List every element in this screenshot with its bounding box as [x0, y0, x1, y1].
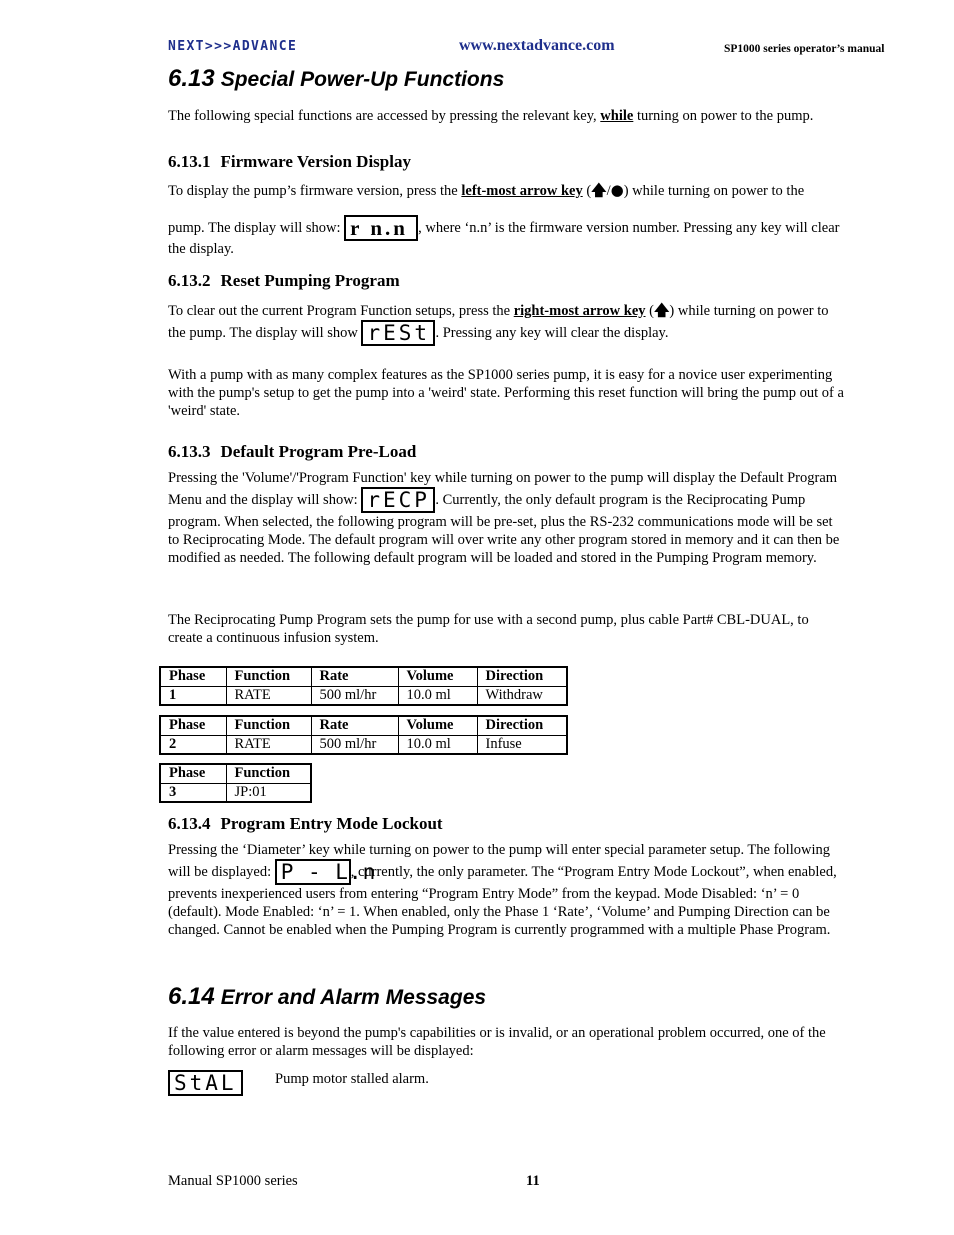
reset-display-lcd: rESt [361, 320, 435, 346]
reset-paragraph: To clear out the current Program Function setups, press the right-most arrow key (🡅) while turning on power to the pump. The display will show rESt . Pressing any key will clear the display. [168, 301, 829, 345]
subsection-heading-6-13-4: 6.13.4 Program Entry Mode Lockout [168, 814, 443, 833]
section-title: Error and Alarm Messages [220, 986, 487, 1009]
page-number: 11 [526, 1173, 540, 1189]
phase-table-1: Phase Function Rate Volume Direction 1 RATE 500 ml/hr 10.0 ml Withdraw [159, 666, 568, 706]
section-heading-6-13 [168, 65, 505, 92]
intro-paragraph: The following special functions are accessed by pressing the relevant key, while turning on power to the pump. [168, 108, 814, 124]
firmware-paragraph: To display the pump’s firmware version, press the left-most arrow key (🡅/●) while turning on power to the pump. The display will show: r n.n , where ‘n.n’ is the firmware version number. Pressing any key will clear the display. [168, 181, 840, 257]
dot-icon: ● [610, 181, 624, 199]
lockout-paragraph: Pressing the ‘Diameter’ key while turning on power to the pump will enter special parameter setup. The following will be displayed: P - L.n, currently, the only parameter. The “Program Entry Mode Lockout”, when enabled, prevents inexperienced users from entering “Program Entry Mode” from the keypad. Mode Disabled: ‘n’ = 0 (default). Mode Enabled: ‘n’ = 1. When enabled, only the Phase 1 ‘Rate’, ‘Volume’ and Pumping Direction can be changed. Cannot be enabled when the Pumping Program is currently programmed with a multiple Phase Program. [168, 842, 837, 938]
subsection-heading-6-13-3: 6.13.3 Default Program Pre-Load [168, 442, 417, 461]
reset-note-paragraph: With a pump with as many complex features as the SP1000 series pump, it is easy for a novice user experimenting with the pump's setup to get the pump into a 'weird' state. Performing this reset function will bring the pump out of a 'weird' state. [168, 367, 844, 419]
preload-display-lcd: rECP [361, 487, 435, 513]
up-arrow-icon: 🡅 [654, 301, 670, 319]
reciprocating-paragraph: The Reciprocating Pump Program sets the pump for use with a second pump, plus cable Part# CBL-DUAL, to create a continuous infusion system. [168, 612, 809, 646]
preload-paragraph: Pressing the 'Volume'/'Program Function' key while turning on power to the pump will display the Default Program Menu and the display will show: rECP . Currently, the only default program is the Reciprocating Pump program. When selected, the following program will be pre-set, plus the RS-232 communications mode will be set to Reciprocating Mode. The default program will over write any other program stored in memory and it can then be modified as needed. The following default program will be loaded and stored in the Pumping Program memory. [168, 470, 840, 566]
table-row: 1 RATE 500 ml/hr 10.0 ml Withdraw [160, 686, 567, 705]
table-row: 3 JP:01 [160, 783, 311, 802]
alarm-lcd: StAL [168, 1070, 243, 1096]
alarm-description: Pump motor stalled alarm. [275, 1071, 429, 1087]
table-row: 2 RATE 500 ml/hr 10.0 ml Infuse [160, 735, 567, 754]
footer-manual-name: Manual SP1000 series [168, 1173, 298, 1189]
error-intro-paragraph: If the value entered is beyond the pump's capabilities or is invalid, or an operational problem occurred, one of the following error or alarm messages will be displayed: [168, 1025, 826, 1059]
phase-table-2: Phase Function Rate Volume Direction 2 RATE 500 ml/hr 10.0 ml Infuse [159, 715, 568, 755]
lockout-display-lcd: P - L.n [275, 859, 351, 885]
website-url[interactable]: www.nextadvance.com [459, 37, 615, 54]
brand-logo: NEXT>>>ADVANCE [168, 39, 298, 54]
firmware-display-lcd: r n.n [344, 215, 418, 241]
section-heading-6-14 [168, 983, 487, 1010]
up-arrow-icon: 🡅 [591, 181, 607, 199]
subsection-heading-6-13-1: 6.13.1 Firmware Version Display [168, 152, 411, 171]
section-title: Special Power-Up Functions [220, 68, 505, 91]
subsection-heading-6-13-2: 6.13.2 Reset Pumping Program [168, 271, 400, 290]
section-number: 6.14 [168, 983, 215, 1010]
phase-table-3: Phase Function 3 JP:01 [159, 763, 312, 803]
manual-title: SP1000 series operator’s manual [724, 43, 885, 55]
section-number: 6.13 [168, 65, 215, 92]
